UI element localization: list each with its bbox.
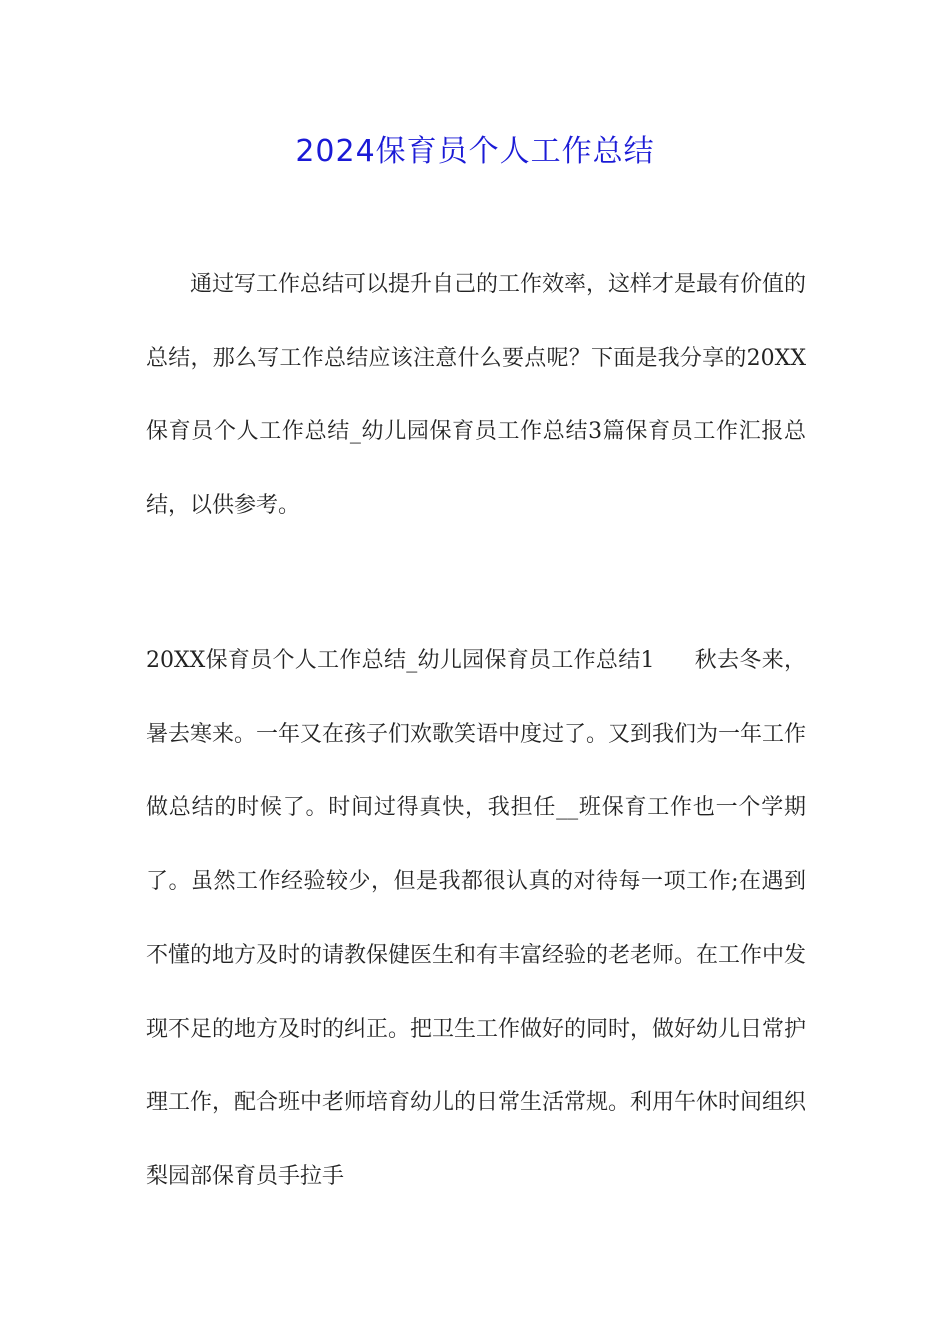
section-1-body: 秋去冬来，暑去寒来。一年又在孩子们欢歌笑语中度过了。又到我们为一年工作做总结的时候了。时间过得真快，我担任__班保育工作也一个学期了。虽然工作经验较少，但是我都很认真的对待每一项工作;在遇到不懂的地方及时的请教保健医生和有丰富经验的老老师。在工作中发现不足的地方及时的纠正。把卫生工作做好的同时，做好幼儿日常护理工作，配合班中老师培育幼儿的日常生活常规。利用午休时间组织梨园部保育员手拉手 [146,648,807,1189]
section-1-paragraph [146,624,806,1214]
section-1-heading: 20XX保育员个人工作总结_幼儿园保育员工作总结1 [146,648,655,673]
intro-paragraph: 通过写工作总结可以提升自己的工作效率，这样才是最有价值的总结，那么写工作总结应该注意什么要点呢？下面是我分享的20XX保育员个人工作总结_幼儿园保育员工作总结3篇保育员工作汇报总结，以供参考。 [146,272,807,519]
document-title: 2024保育员个人工作总结 [295,134,655,169]
